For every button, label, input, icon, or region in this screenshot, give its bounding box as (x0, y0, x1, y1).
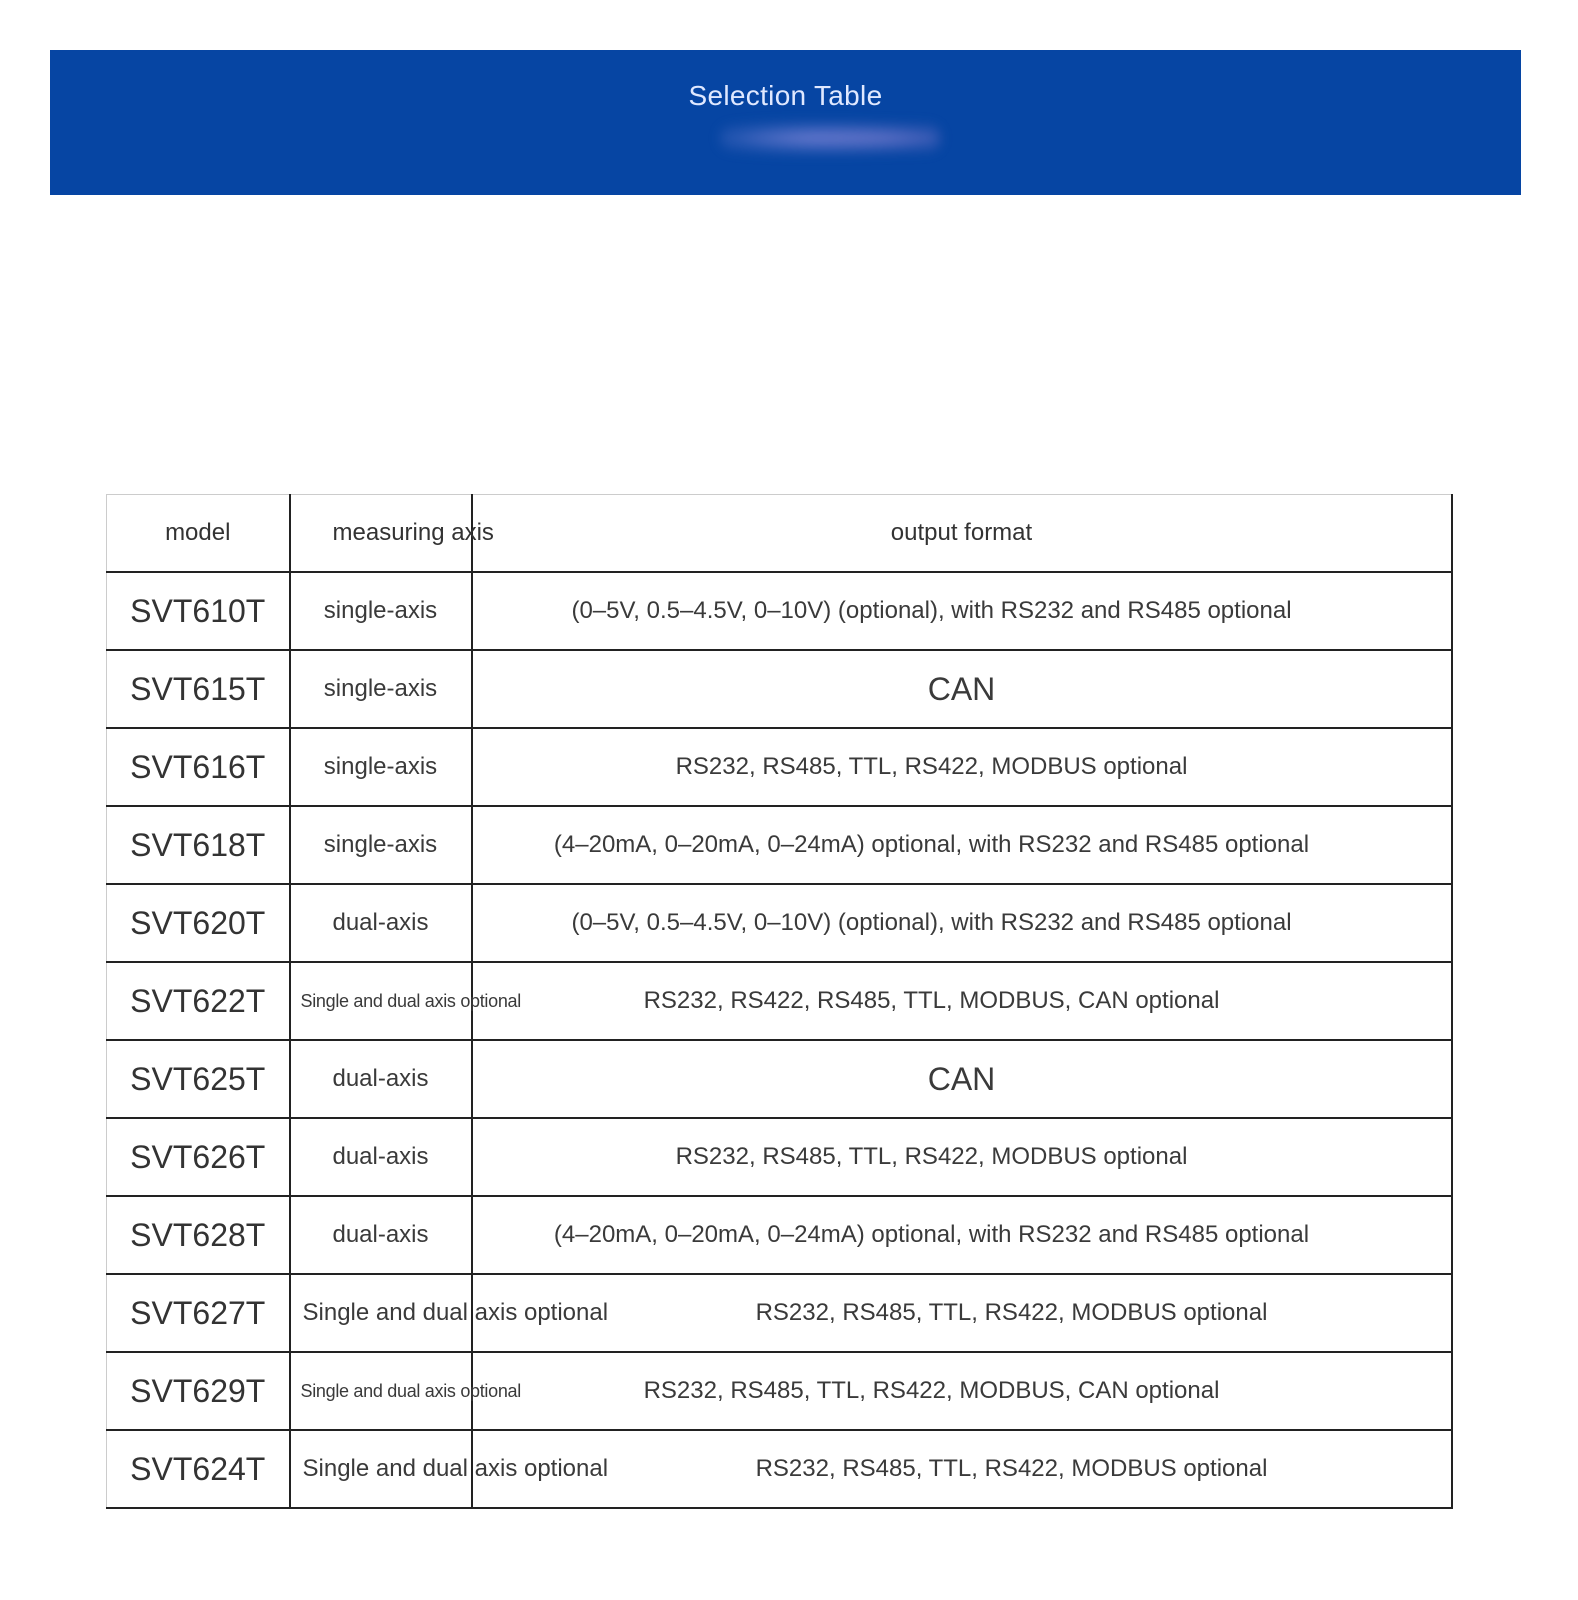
model-cell: SVT624T (107, 1430, 290, 1508)
column-header-output: output format (472, 495, 1452, 573)
output-cell: CAN (472, 1040, 1452, 1118)
selection-table (106, 494, 1453, 1509)
model-cell: SVT622T (107, 962, 290, 1040)
axis-text: dual-axis (332, 909, 429, 936)
output-cell: RS232, RS485, TTL, RS422, MODBUS optional (472, 1118, 1452, 1196)
model-cell: SVT616T (107, 728, 290, 806)
axis-text: single-axis (323, 597, 438, 624)
output-cell: RS232, RS422, RS485, TTL, MODBUS, CAN optional (472, 962, 1452, 1040)
column-header-model: model (107, 495, 290, 573)
output-cell: RS232, RS485, TTL, RS422, MODBUS optional (472, 1274, 1452, 1352)
axis-cell (290, 572, 472, 650)
axis-text: Single and dual axis optional (300, 990, 521, 1011)
table-row (107, 806, 1452, 884)
table-row (107, 884, 1452, 962)
blurred-subtitle (720, 120, 940, 156)
output-cell: RS232, RS485, TTL, RS422, MODBUS, CAN optional (472, 1352, 1452, 1430)
output-cell: CAN (472, 650, 1452, 728)
axis-text: single-axis (323, 753, 438, 780)
column-header-axis (290, 495, 494, 573)
output-cell: RS232, RS485, TTL, RS422, MODBUS optional (472, 1430, 1452, 1508)
output-cell: (0–5V, 0.5–4.5V, 0–10V) (optional), with RS232 and RS485 optional (472, 884, 1452, 962)
model-cell: SVT625T (107, 1040, 290, 1118)
table-row (107, 728, 1452, 806)
table-row (107, 962, 1452, 1040)
table-row (107, 1430, 1452, 1508)
axis-text: dual-axis (332, 1065, 429, 1092)
header-banner (50, 50, 1521, 195)
table-row (107, 572, 1452, 650)
output-cell: (4–20mA, 0–20mA, 0–24mA) optional, with RS232 and RS485 optional (472, 806, 1452, 884)
axis-text: single-axis (323, 831, 438, 858)
axis-cell (290, 650, 472, 728)
model-cell: SVT610T (107, 572, 290, 650)
axis-cell (290, 1040, 472, 1118)
column-header-axis-label: measuring axis (332, 519, 494, 546)
axis-text: dual-axis (332, 1221, 429, 1248)
axis-cell (290, 1118, 472, 1196)
table-row (107, 1274, 1452, 1352)
output-cell: (4–20mA, 0–20mA, 0–24mA) optional, with RS232 and RS485 optional (472, 1196, 1452, 1274)
output-cell: RS232, RS485, TTL, RS422, MODBUS optional (472, 728, 1452, 806)
axis-cell (290, 1430, 609, 1508)
axis-cell (290, 962, 521, 1040)
table-row (107, 650, 1452, 728)
axis-cell (290, 1352, 521, 1430)
model-cell: SVT620T (107, 884, 290, 962)
axis-text: Single and dual axis optional (302, 1455, 609, 1482)
table-row (107, 1196, 1452, 1274)
axis-cell (290, 884, 472, 962)
model-cell: SVT628T (107, 1196, 290, 1274)
table-header-row (107, 495, 1452, 573)
axis-cell (290, 806, 472, 884)
model-cell: SVT629T (107, 1352, 290, 1430)
table-row (107, 1352, 1452, 1430)
page-title: Selection Table (688, 80, 883, 111)
axis-text: dual-axis (332, 1143, 429, 1170)
model-cell: SVT615T (107, 650, 290, 728)
table-row (107, 1040, 1452, 1118)
axis-text: Single and dual axis optional (300, 1380, 521, 1401)
output-cell: (0–5V, 0.5–4.5V, 0–10V) (optional), with RS232 and RS485 optional (472, 572, 1452, 650)
axis-text: Single and dual axis optional (302, 1299, 609, 1326)
axis-cell (290, 728, 472, 806)
axis-cell (290, 1274, 609, 1352)
table-row (107, 1118, 1452, 1196)
axis-text: single-axis (323, 675, 438, 702)
axis-cell (290, 1196, 472, 1274)
model-cell: SVT618T (107, 806, 290, 884)
model-cell: SVT627T (107, 1274, 290, 1352)
model-cell: SVT626T (107, 1118, 290, 1196)
